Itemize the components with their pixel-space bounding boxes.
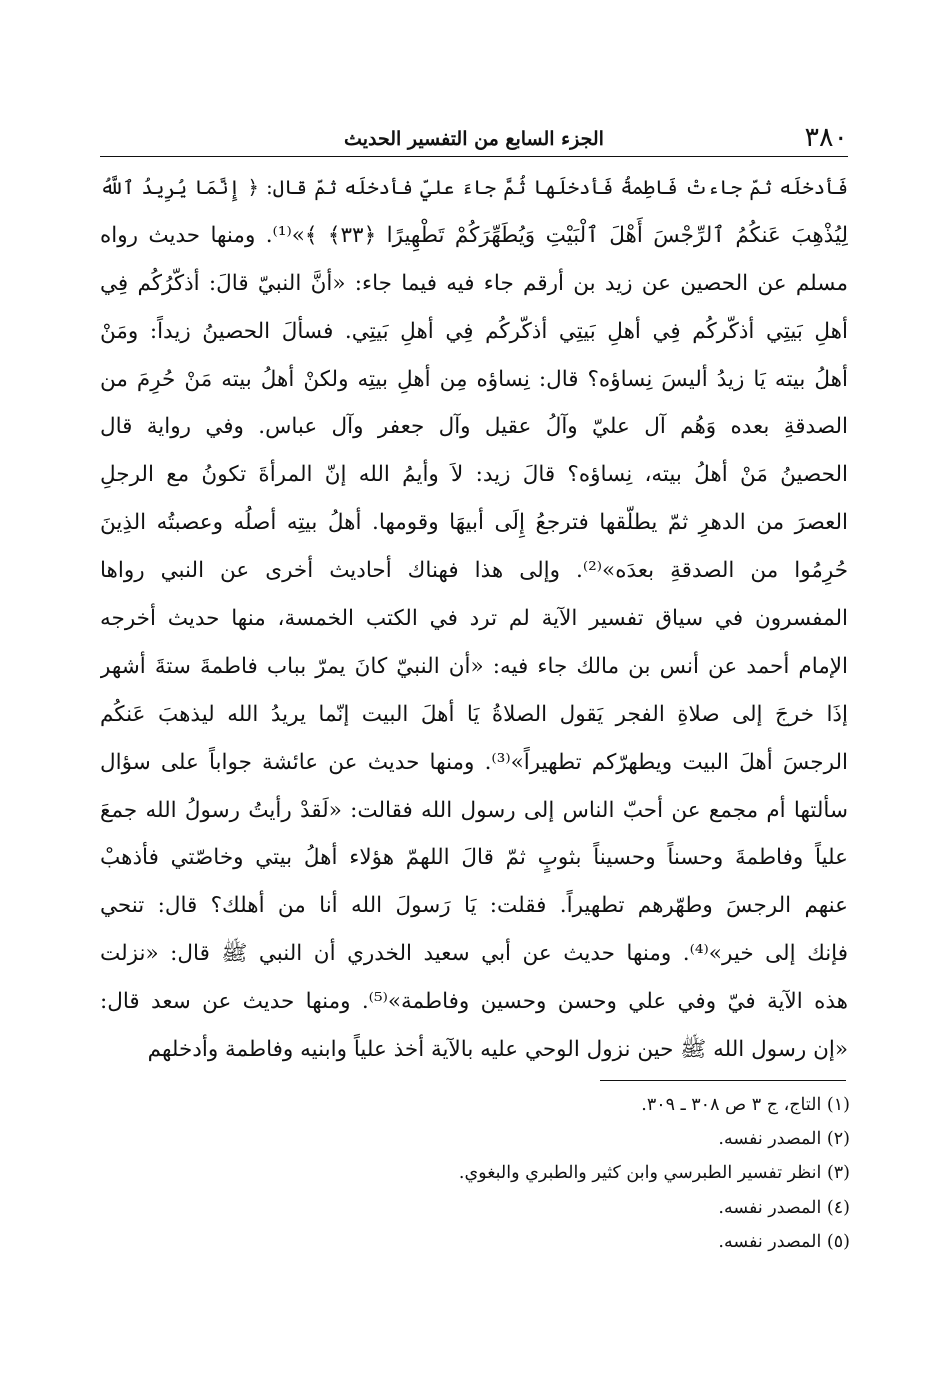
footnotes xyxy=(420,1088,850,1259)
text-line: هذه الآية فيّ وفي علي وحسن وحسين وفاطمة»⁽⁵⁾. ومنها حديث عن سعد قال: xyxy=(100,989,848,1015)
text-line: أهلُ بيته يَا زيدُ أليسَ نِساؤه؟ قال: نِساؤه مِن أهلِ بيتِه ولكنْ أهلُ بيته مَنْ حُرِمَ من xyxy=(100,366,848,392)
text-line: عنهم الرجسَ وطهّرهم تطهيراً. فقلت: يَا رَسولَ الله أنا من أهلك؟ قال: تنحي xyxy=(100,893,848,919)
text-line: العصرَ من الدهرِ ثمّ يطلّقها فترجعُ إِلَى أبيهَا وقومها. أهلُ بيتِه أصلُه وعصبتُه الذِينَ xyxy=(100,510,848,536)
text-line: الرجسَ أهلَ البيت ويطهرّكم تطهيراً»⁽³⁾. ومنها حديث عن عائشة جواباً على سؤال xyxy=(100,749,848,775)
text-line: مسلم عن الحصين عن زيد بن أرقم جاء فيه فيما جاء: «أنَّ النبيّ قالَ: أذكّرُكُم فِي xyxy=(100,270,848,296)
footnote: (١) التاج، ج ٣ ص ٣٠٨ ـ ٣٠٩. xyxy=(641,1095,850,1115)
text-line: «إن رسول الله ﷺ حين نزول الوحي عليه بالآية أخذ علياً وابنيه وفاطمة وأدخلهم xyxy=(147,1037,848,1063)
text-line: الصدقةِ بعده وَهُم آل عليّ وآلُ عقيل وآل جعفر وآل عباس. وفي رواية قال xyxy=(100,414,848,440)
text-line: فَأدخلَه ثمّ جاءتْ فَاطِمةُ فَأدخلَها ثُمَّ جاءَ عليّ فأدخلَه ثمّ قال: ﴿ إِنَّمَا يُرِيدُ ٱللَّهُ xyxy=(100,176,848,199)
text-line: سألتها أم مجمع عن أحبّ الناس إلى رسول الله فقالت: «لَقدْ رأيتُ رسولُ الله جمعَ xyxy=(100,797,848,823)
text-line: لِيُذْهِبَ عَنكُمُ ٱلرِّجْسَ أَهْلَ ٱلْبَيْتِ وَيُطَهِّرَكُمْ تَطْهِيرًا ﴿٣٣﴾ ﴾»⁽¹⁾. ومنها حديث رواه xyxy=(100,222,848,248)
page-header xyxy=(100,122,848,154)
text-line: فإنك إلى خير»⁽⁴⁾. ومنها حديث عن أبي سعيد الخدري أن النبي ﷺ قال: «نزلت xyxy=(100,941,848,967)
footnote: (٤) المصدر نفسه. xyxy=(718,1197,850,1218)
text-line: حُرِمُوا من الصدقةِ بعدَه»⁽²⁾. وإلى هذا فهناك أحاديث أخرى عن النبي رواها xyxy=(100,558,848,584)
text-line: إذَا خرجَ إلى صلاةِ الفجر يَقول الصلاةُ يَا أهلَ البيت إنّما يريدُ الله ليذهبَ عَنكُم xyxy=(100,701,848,727)
text-line: الإمام أحمد عن أنس بن مالك جاء فيه: «أن النبيّ كانَ يمرّ بباب فاطمةَ ستةَ أشهر xyxy=(100,653,848,679)
footnote-separator xyxy=(600,1080,846,1081)
footnote: (٥) المصدر نفسه. xyxy=(718,1231,850,1252)
text-line: الحصينُ مَنْ أهلُ بيته، نِساؤه؟ قالَ زيد: لاَ وأيمُ الله إنّ المرأةَ تكونُ مع الرجلِ xyxy=(100,462,848,488)
text-line: المفسرون في سياق تفسير الآية لم ترد في الكتب الخمسة، منها حديث أخرجه xyxy=(100,606,848,632)
running-title: الجزء السابع من التفسير الحديث xyxy=(344,128,604,150)
header-rule xyxy=(100,156,848,157)
body-text xyxy=(100,164,848,1074)
text-line: أهلِ بَيتِي أذكّركُم فِي أهلِ بَيتِي أذكّركُم فِي أهلِ بَيتِي. فسألَ الحصينُ زيداً: ومَنْ xyxy=(100,318,848,344)
text-line: علياً وفاطمةَ وحسناً وحسيناً بثوبٍ ثمّ قالَ اللهمّ هؤلاء أهلُ بيتي وخاصّتي فأذهبْ xyxy=(100,845,848,871)
footnote: (٣) انظر تفسير الطبرسي وابن كثير والطبري والبغوي. xyxy=(458,1163,850,1184)
page-number: ٣٨٠ xyxy=(804,122,848,153)
footnote: (٢) المصدر نفسه. xyxy=(718,1129,850,1150)
